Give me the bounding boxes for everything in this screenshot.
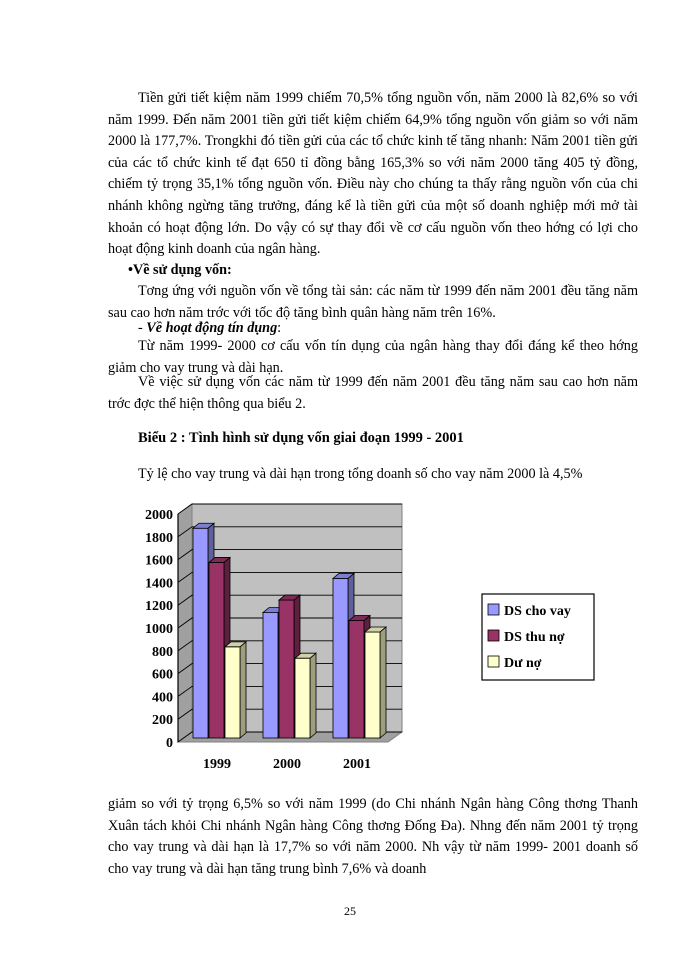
bar-front <box>365 632 380 738</box>
y-tick-label: 1200 <box>145 599 173 615</box>
subheading-credit-text: Về hoạt động tín dụng <box>146 320 278 336</box>
legend-label: Dư nợ <box>504 656 542 671</box>
bar-front <box>279 600 294 738</box>
subheading-dash: - <box>138 320 147 336</box>
y-tick-label: 800 <box>152 644 173 660</box>
bar-front <box>295 658 310 738</box>
x-tick-label: 1999 <box>203 757 231 772</box>
legend-swatch <box>488 656 499 667</box>
y-tick-label: 1600 <box>145 553 173 569</box>
legend-label: DS cho vay <box>504 604 571 619</box>
legend-label: DS thu nợ <box>504 630 565 645</box>
bar-dư-nợ-2001 <box>365 627 386 738</box>
legend-swatch <box>488 604 499 615</box>
y-tick-label: 0 <box>166 736 173 751</box>
paragraph-savings: Tiền gửi tiết kiệm năm 1999 chiếm 70,5% tổng nguồn vốn, năm 2000 là 82,6% so với năm 1999. Đến năm 2001 tiền gửi tiết kiệm chiếm 64,9% tổng nguồn vốn giảm so với năm 2000 là 177,7%. Trongkhi đó tiền gửi của các tổ chức kinh tế tăng nhanh: Năm 2001 tiền gửi của các tổ chức kinh tế đạt 650 tỉ đồng bằng 165,3% so với năm 2000 tăng 405 tỷ đồng, chiếm tỷ trọng 35,1% tổng nguồn vốn. Điều này cho chúng ta thấy rằng nguồn vốn của chi nhánh không ngừng tăng trưởng, đáng kể là tiền gửi của một số doanh nghiệp mới mở tài khoản có hoạt động lớn. Do vậy có sự thay đổi về cơ cấu nguồn vốn theo hớng có lợi cho hoạt động kinh doanh của ngân hàng. <box>108 90 638 258</box>
bar-front <box>263 613 278 738</box>
paragraph-credit-structure: Từ năm 1999- 2000 cơ cấu vốn tín dụng của ngân hàng thay đổi đáng kể theo hớng giảm cho vay trung và dài hạn. <box>108 338 638 376</box>
y-tick-label: 1800 <box>145 530 173 546</box>
y-tick-label: 2000 <box>145 508 173 523</box>
bar-front <box>333 578 348 738</box>
y-tick-label: 1400 <box>145 576 173 592</box>
paragraph-ratio: Tỷ lệ cho vay trung và dài hạn trong tổng doanh số cho vay năm 2000 là 4,5% <box>138 466 583 482</box>
bar-front <box>193 528 208 738</box>
legend-swatch <box>488 630 499 641</box>
subheading-colon: : <box>277 320 282 336</box>
y-tick-label: 600 <box>152 667 173 683</box>
bar-front <box>225 647 240 738</box>
y-tick-label: 200 <box>152 713 173 729</box>
paragraph-continuation: giảm so với tỷ trọng 6,5% so với năm 1999 (do Chi nhánh Ngân hàng Công thơng Thanh Xuân tách khỏi Chi nhánh Ngân hàng Công thơng Đống Đa). Nhng đến năm 2001 tỷ trọng cho vay trung và dài hạn là 17,7% so với năm 2000. Nh vậy từ năm 1999- 2001 doanh số cho vay trung và dài hạn tăng trung bình 7,6% và doanh <box>108 796 638 877</box>
bar-front <box>209 562 224 738</box>
chart-heading: Biểu 2 : Tình hình sử dụng vốn giai đoạn 1999 - 2001 <box>138 430 464 446</box>
bar-side <box>240 642 246 738</box>
bar-front <box>349 621 364 738</box>
bar-dư-nợ-1999 <box>225 642 246 738</box>
paragraph-capital-growth: Về việc sử dụng vốn các năm từ 1999 đến năm 2001 đều tăng năm sau cao hơn năm trớc đợc thể hiện thông qua biểu 2. <box>108 374 638 412</box>
bar-side <box>380 627 386 738</box>
bullet-heading-capital-use: •Về sử dụng vốn: <box>128 262 232 278</box>
usage-chart <box>110 500 600 790</box>
y-tick-label: 1000 <box>145 622 173 637</box>
bar-dư-nợ-2000 <box>295 653 316 738</box>
paragraph-assets: Tơng ứng với nguồn vốn về tổng tài sản: các năm từ 1999 đến năm 2001 đều tăng năm sau cao hơn năm trớc với tốc độ tăng bình quân hàng năm trên 16%. <box>108 283 638 321</box>
page-number: 25 <box>344 904 356 918</box>
bar-side <box>310 653 316 738</box>
y-tick-label: 400 <box>152 690 173 706</box>
x-tick-label: 2000 <box>273 757 301 772</box>
x-tick-label: 2001 <box>343 757 371 772</box>
